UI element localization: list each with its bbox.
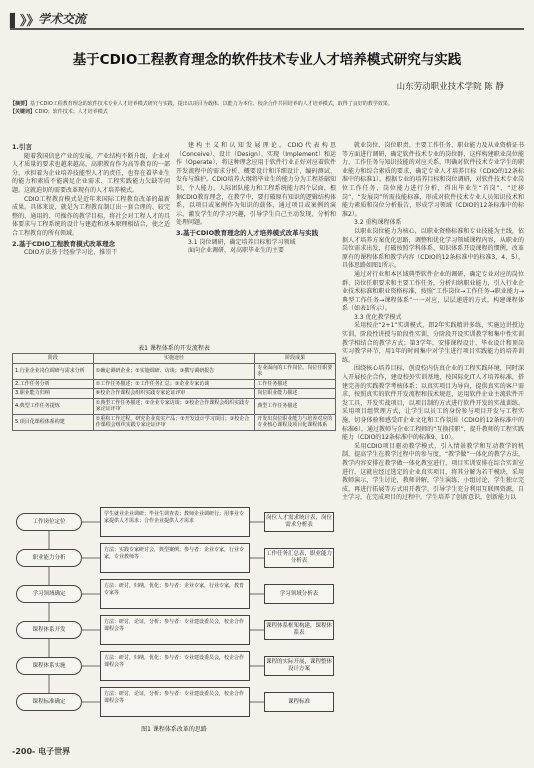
paragraph: 3.1 岗位调研，确定培养目标和学习领域 — [188, 238, 296, 246]
table-header-cell: 实施途径 — [93, 354, 255, 364]
paragraph: 建构主义和认知发展理论。CDIO代表构思（Conceive）、设计（Design）、实现（Implement）和运作（Operate），将这种理念应用于软件行业正好对应着软件开发流程中的需求分析、概要设计和详细设计、编码测试、发布与维护。CDIO培养大纲将毕业生的能力分为工程基础知识、个人能力、人际团队能力和工程系统能力四个层面，根据CDIO教育理念，在教学中，要打破原有知识的逻辑结构体系，以项目或案例作为知识的载体，通过项目或案例的演示，激发学生的学习兴趣，引导学生自己主动发现、分析和处理问题。 — [176, 142, 336, 227]
paragraph: 面向企业调研，对高职毕业生的主要 — [188, 247, 285, 255]
column-3 — [342, 142, 524, 503]
table-cell: ⑥校企合作课程会组织实践专家论证评审 — [93, 389, 255, 399]
table-cell: 典型工作任务描述 — [255, 398, 336, 414]
section-name: 学术交流 — [38, 12, 87, 26]
keywords-label: 【关键词】 — [10, 109, 36, 115]
keywords-text: CDIO；软件技术；人才培养模式 — [35, 109, 108, 115]
table-cell: ①确定调研企业；②实施调研、访谈；③撰写调研报告 — [93, 363, 255, 379]
paragraph: 3.3 优化教学模式 — [354, 313, 402, 321]
paragraph: 就业岗位、岗位职责、主要工作任务、职业能力及从业资格证书等方面进行调研，确定软件技术专业的岗位群，这样构建职业岗位能力、工作任务与知识技能的对应关系，明确对软件技术专业学生的职业能力和综合素质的要求，确定专业人才培养目标（CDIO的12条标准中的标准1）。根据专业的培养目标和岗位调研，对软件技术专业岗位工作任务、岗位能力进行分析，得出毕业生“首岗”、“迁移岗”、“发展岗”所需技能标准，形成对软件技术专业人员知识技术和能力素质和岗位分析报告，形成学习领域（CDIO的12条标准中的标准2）。 — [342, 142, 524, 218]
paragraph: 以职业岗位能力为核心，以职业资格标准和专业技能为主线，依据人才培养方案优化思路，调整和优化学习领域课程内容，从职业的岗位需求出发，打破按照学科体系、知识体系开设课程的惯例，改革原有的课程体系和教学内容（CDIO的12条标准中的标准3、4、5），具体思路如图1所示。 — [342, 227, 524, 270]
paragraph: 3.2 重构课程体系 — [354, 219, 402, 227]
table-row — [13, 414, 336, 430]
table-cell: ①典型工作任务描述；②企业专家访谈；③校企合作课程会组织实践专家论证评审 — [93, 398, 255, 414]
table-cell: 4.典型工作任务提炼 — [13, 398, 94, 414]
table-cell: 开发出岗位职业能力与培养对应的专业核心课程及项目化课程体系 — [255, 414, 336, 430]
diagram-stage-box: 课程标准确定 — [16, 693, 82, 711]
curriculum-diagram — [12, 505, 336, 720]
diagram-method-box: 方法：研讨，归纳，优化；参与者：企业专家，行业专家，教育专家等 — [100, 579, 250, 609]
diagram-stage-box: 职业能力分析 — [16, 549, 82, 567]
diagram-stage-box: 课程体系开发 — [16, 621, 82, 639]
paragraph: 围绕核心培养目标，创设校内仿真企业的工程实践环境，同时深入开展校企合作，建设校外实训基地，按国际化IT人才培养标准，搭建完善的实践教学考核体系；以真实项目为导向，提供真实的客户需求，按照真实的软件开发流程和技术规范，运用软件企业主流软件开发工具，开发实战项目，以项目制的方式进行软件开发的实战训练。采用项目组管理方式，让学生以员工的身份参与项目开发与工程实施，切身体验和感受IT企业文化和工作氛围（CDIO的12条标准中的标准6），通过教师与企业工程师的“互换挂职”，提升教师的工程实践能力（CDIO的12条标准中的标准9、10）。 — [342, 365, 524, 442]
diagram-output-box: 课程标准 — [264, 692, 334, 712]
table-cell: 1.行业企业岗位调研与需求分析 — [13, 363, 94, 379]
column-2 — [176, 142, 336, 256]
page-footer: -200- 电子世界 — [12, 747, 71, 756]
page-header — [10, 8, 524, 30]
abstract — [10, 100, 524, 116]
table-cell: 专业面向的工作岗位、岗位任职要求 — [255, 363, 336, 379]
diagram-method-box: 学生就业企业调研；毕业生调查表；教师企业调研行；用事业专家提供人才需求；合作企业提供人才需求 — [100, 507, 250, 537]
table-header-cell: 阶段 — [13, 354, 94, 364]
table-row — [13, 379, 336, 389]
figure-caption: 图1 课程体系改革的思路 — [141, 726, 207, 733]
diagram-output-box: 岗位人才需求统计表，岗位需求分析表 — [264, 512, 334, 532]
paragraph: CDIO方法基于经验学习论，推崇干 — [24, 249, 118, 257]
header-rule — [10, 28, 524, 30]
table-cell: 2.工作任务分析 — [13, 379, 94, 389]
section-heading: 3.基于CDIO教育理念的人才培养模式改革与实践 — [176, 228, 319, 237]
table-cell: ①工作任务描述；②工作任务汇总；③企业专家访谈 — [93, 379, 255, 389]
paragraph: 通过对行业和本区域典型软件企业的调研，确定专业对应的岗位群、岗位任职要求和主要工作任务，分析归纳职业能力，引入行业企业技术标准和职业资格标准，按照“工作岗位→工作任务→职业能力→典型工作任务→课程体系”一一对应，层层递进的方式，构建课程体系（如表1所示）。 — [342, 270, 524, 313]
paragraph: CDIO工程教育模式是近年来国际工程教育改革的最新成果。具体来说，就是为工程教育制订出一套合理的、较完整的、通用的、可操作的教学目标，将社会对工程人才的具体要求与工程系统的设计与建造和基本原理相结合，使之适合工程教育的所有领域。 — [12, 195, 170, 237]
table-cell: ①重构工作过程，研究企业真实产品；②开发设计学习项目；③校企合作课程会组织实践专家论证评审 — [93, 414, 255, 430]
table-row — [13, 398, 336, 414]
header-mark: ▌》》 — [10, 14, 40, 29]
section-heading: 1.引言 — [12, 143, 32, 151]
paragraph: 随着我国信息产业的发展，产业结构不断升级，企业对人才质量的要求也越来越高。高职教育作为高等教育的一部分，承担着为企业培养技能型人才的责任，也存在着毕业生的能力和素质不能满足企业需求、工程实践能力欠缺等问题。这就迫切的需要改革现有的人才培养模式。 — [12, 152, 170, 194]
diagram-output-box: 学习领域分析表 — [264, 584, 334, 604]
diagram-method-box: 方法：研讨，论证，分析；参与者：专业建设委员会，校企合作课程会等 — [100, 687, 250, 717]
table-row — [13, 389, 336, 399]
diagram-method-box: 方法：研讨，论证，分析；参与者：专业建设委员会，校企合作课程会等 — [100, 615, 250, 645]
paragraph: 采用CDIO项目驱动教学模式，引入情景教学和互动教学的机制，提高学生在教学过程中的参与度，“教学做”一体化的教学方法，教学内容安排在教学做一体化教室进行，项目实训安排在综合实训室进行，这就应经过选定的企业真实项目，将其分解为若干模块，采用教师演示，学生讨论，教师讲解，学生演练，小组讨论，学生独立完成，再进行拓展等方式用开教学，引导学生充分利用互联网资源，自主学习，在完成项目的过程中，学生培养了创新意识，创新能力以 — [342, 442, 524, 502]
table-row — [13, 363, 336, 379]
diagram-method-box: 方法：实践专家研讨会，典型案例；参与者：企业专家，行业专家，专业教师等 — [100, 543, 250, 573]
table-header-cell: 阶段成果 — [255, 354, 336, 364]
table-cell: 岗位职业能力描述 — [255, 389, 336, 399]
paragraph: 采用校企“2+1”实训模式，即2年实践精讲多练，实施边讲授边实训，阶段性讲授与阶段性实训，分阶段开设实训教学和集中性实训教学相结合的教学方式；第3学年，安排课程设计、毕业设计和顶岗实习教学环节，用1年的时间集中对学生进行项目实践能力的培养训练。 — [342, 322, 524, 364]
diagram-output-box: 课程的实际开展，课程整体设计方案 — [264, 656, 334, 676]
abstract-text: 基于CDIO工程教育理念的软件技术专业人才培养模式研究与实践，提出以项目为载体、以能力为本位、校企合作共同培养的人才培养模式，取得了良好的教学效果。 — [30, 101, 393, 107]
table-cell: 工作任务描述 — [255, 379, 336, 389]
diagram-stage-box: 工作岗位定位 — [16, 513, 82, 531]
diagram-stage-box: 学习领域确定 — [16, 585, 82, 603]
diagram-output-box: 课程体系框架构建，课程体系表 — [264, 620, 334, 640]
diagram-stage-box: 课程体系实施 — [16, 657, 82, 675]
section-heading: 2.基于CDIO工程教育模式改革理念 — [12, 239, 116, 248]
table-title: 表1 课程体系的开发流程表 — [138, 345, 210, 352]
table-cell: 5.项目化课程体系构建 — [13, 414, 94, 430]
column-1 — [12, 142, 170, 258]
course-table — [12, 353, 336, 431]
abstract-label: 【摘要】 — [10, 101, 31, 107]
article-title: 基于CDIO工程教育理念的软件技术专业人才培养模式研究与实践 — [72, 52, 462, 68]
table-cell: 3.职业能力归纳 — [13, 389, 94, 399]
author-line: 山东劳动职业技术学院 陈 静 — [396, 82, 504, 92]
diagram-output-box: 工作任务汇总表，职业能力分析表 — [264, 548, 334, 568]
diagram-method-box: 方法：研讨，归纳，优化；参与者：专业建设委员会，校企合作课程会等 — [100, 651, 250, 681]
